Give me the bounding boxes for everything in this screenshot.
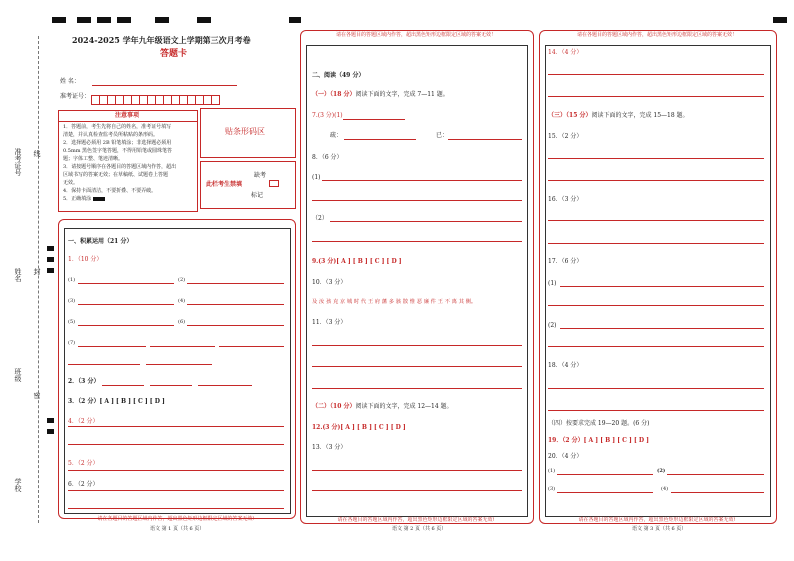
- page3-boundary-note-bottom: 请在各题目的答题区域内作答，超出黑色矩形边框限定区域的答案无效!: [578, 517, 736, 523]
- sidebar-seal-char: 封: [33, 268, 41, 275]
- q6-label: 6．（2 分）: [68, 481, 99, 488]
- q8-label: 8．（6 分）: [312, 154, 343, 161]
- side-mark: [47, 246, 54, 251]
- q8-1-line[interactable]: [322, 180, 522, 181]
- q17-2-line[interactable]: [560, 328, 764, 329]
- q15-label: 15．（2 分）: [548, 133, 583, 140]
- page1-boundary-note: 请在各题目的答题区域内作答，超出黑色矩形边框限定区域的答案无效!: [97, 516, 255, 522]
- registration-mark: [77, 17, 91, 23]
- q14-line-1[interactable]: [548, 74, 764, 75]
- barcode-label: 贴条形码区: [225, 127, 265, 136]
- q1-7e-line[interactable]: [146, 364, 212, 365]
- q4-line-2[interactable]: [68, 444, 284, 445]
- q8-sub-2: （2）: [312, 215, 328, 222]
- q17-label: 17．（6 分）: [548, 258, 583, 265]
- q1-sub-6: (6): [178, 319, 186, 325]
- q1-label: 1．（10 分）: [68, 256, 103, 263]
- q1-4-line[interactable]: [187, 304, 284, 305]
- q7-b-line[interactable]: [448, 139, 522, 140]
- q12-choices[interactable]: 12.(3 分)[ A ] [ B ] [ C ] [ D ]: [312, 424, 406, 431]
- page2-boundary-note-top: 请在各题目的答题区域内作答，超出黑色矩形边框限定区域的答案无效！: [335, 32, 496, 38]
- q1-7b-line[interactable]: [150, 346, 215, 347]
- absent-mark-label2: 标记: [251, 192, 264, 199]
- q20-3-line[interactable]: [557, 492, 653, 493]
- page3-panel: [539, 30, 777, 524]
- q18-line-1[interactable]: [548, 388, 764, 389]
- q1-1-line[interactable]: [78, 283, 174, 284]
- q16-label: 16．（3 分）: [548, 196, 583, 203]
- q15-line-2[interactable]: [548, 180, 764, 181]
- note-line: 4．保持卡面清洁，不要折叠、不要弄破。: [63, 188, 157, 194]
- sidebar-school-label: 学校: [14, 478, 22, 492]
- barcode-box: [200, 108, 296, 158]
- q9-choices[interactable]: 9.(3 分)[ A ] [ B ] [ C ] [ D ]: [312, 258, 402, 265]
- q2-label: 2．（3 分）: [68, 378, 100, 385]
- page2-boundary-note-bottom: 请在各题目的答题区域内作答，超出黑色矩形边框限定区域的答案无效!: [337, 517, 495, 523]
- name-field[interactable]: [92, 85, 237, 86]
- q20-sub-1: (1): [548, 468, 556, 474]
- q8-sub-1: (1): [312, 174, 321, 181]
- registration-mark: [773, 17, 787, 23]
- q20-label: 20．（4 分）: [548, 453, 583, 460]
- part3-score: （15 分）: [566, 112, 592, 119]
- q5-line-1[interactable]: [68, 470, 284, 471]
- part2-score: （10 分）: [330, 403, 356, 410]
- note-line: 0.5mm 黑色签字笔答题，不得用铅笔或圆珠笔答: [63, 148, 173, 154]
- q2-line-3[interactable]: [198, 385, 252, 386]
- q11-line-1[interactable]: [312, 345, 522, 346]
- q11-line-2[interactable]: [312, 366, 522, 367]
- q8-2-line[interactable]: [330, 221, 522, 222]
- part2-desc: 阅读下面的文字，完成 12—14 题。: [355, 403, 453, 410]
- q17-sub-2: (2): [548, 322, 557, 329]
- name-label: 姓 名：: [60, 78, 80, 85]
- q1-sub-5: (5): [68, 319, 76, 325]
- q4-line-1[interactable]: [68, 426, 284, 427]
- q7-a-label: 疏：: [330, 132, 343, 139]
- part4-heading: （四）按要求完成 19—20 题。(6 分): [548, 420, 650, 427]
- binding-line: [38, 36, 39, 523]
- sidebar-class-label: 班级: [14, 368, 22, 382]
- q6-line-2[interactable]: [68, 508, 284, 509]
- sidebar-secret-char: 密: [33, 392, 41, 399]
- q1-sub-3: (3): [68, 298, 76, 304]
- q7-b-label: 已：: [436, 132, 449, 139]
- part3-desc: 阅读下面的文字，完成 15—18 题。: [591, 112, 689, 119]
- part1-desc: 阅读下面的文字，完成 7—11 题。: [355, 91, 449, 98]
- q3-choices[interactable]: 3．（2 分）[ A ] [ B ] [ C ] [ D ]: [68, 398, 165, 405]
- q1-sub-1: (1): [68, 277, 76, 283]
- registration-mark: [52, 17, 66, 23]
- q2-line-1[interactable]: [102, 385, 144, 386]
- side-mark: [47, 257, 54, 262]
- q14-line-2[interactable]: [548, 96, 764, 97]
- q13-line-2[interactable]: [312, 490, 522, 491]
- sidebar-id-label: 准考证号: [14, 148, 22, 176]
- note-line: 5．正确填涂: [63, 196, 92, 202]
- q14-label: 14．（4 分）: [548, 49, 583, 56]
- registration-mark: [97, 17, 111, 23]
- part3-num: （三）: [548, 112, 567, 119]
- part1-score: （18 分）: [330, 91, 356, 98]
- q20-sub-4: (4): [661, 486, 669, 492]
- registration-mark: [117, 17, 131, 23]
- q7-label: 7.(3 分)(1): [312, 112, 343, 119]
- note-line: 1．答题前，考生先将自己的姓名，准考证号填写: [63, 124, 172, 130]
- q1-6-line[interactable]: [187, 325, 284, 326]
- page2-section-title: 二、阅读（49 分）: [312, 72, 365, 79]
- q20-sub-2: (2): [657, 468, 666, 474]
- q11-label: 11．（3 分）: [312, 319, 347, 326]
- q17-sub-1: (1): [548, 280, 557, 287]
- q20-4-line[interactable]: [671, 492, 764, 493]
- q1-sub-4: (4): [178, 298, 186, 304]
- absent-checkbox[interactable]: [269, 180, 279, 187]
- q7-a-line[interactable]: [344, 139, 416, 140]
- q18-label: 18．（4 分）: [548, 362, 583, 369]
- q17-1-line[interactable]: [560, 286, 764, 287]
- registration-mark: [155, 17, 169, 23]
- id-label: 准考证号：: [60, 93, 91, 100]
- q1-3-line[interactable]: [78, 304, 174, 305]
- q1-sub-7: (7): [68, 340, 76, 346]
- q10-text: 及 汝 孩 克 京 城 时 代 王 府 藩 多 骇 散 惟 恶 廉 件 王 不 离 其 侧。: [312, 299, 477, 305]
- sidebar-name-label: 姓名: [14, 268, 22, 282]
- q13-line-1[interactable]: [312, 470, 522, 471]
- part3-heading: [548, 112, 689, 120]
- q13-label: 13．（3 分）: [312, 444, 347, 451]
- q5-label: 5．（2 分）: [68, 460, 99, 467]
- q20-sub-3: (3): [548, 486, 556, 492]
- note-line: 2．选择题必须用 2B 铅笔填涂；非选择题必须用: [63, 140, 172, 146]
- page2-footer: 语文 第 2 页（共 6 页）: [392, 526, 447, 532]
- page1-section-title: 一、积累运用（21 分）: [68, 238, 133, 245]
- page1-footer: 语文 第 1 页（共 6 页）: [150, 526, 205, 532]
- q4-label: 4．（2 分）: [68, 418, 99, 425]
- note-line: 清楚，并认真检查监考员所粘贴的条形码。: [63, 132, 159, 138]
- q8-2-line-2[interactable]: [312, 241, 522, 242]
- exam-title: 2024-2025 学年九年级语文上学期第三次月考卷: [72, 35, 251, 45]
- note-line: 题；字体工整、笔迹清晰。: [63, 156, 124, 162]
- q18-line-2[interactable]: [548, 410, 764, 411]
- q16-line-1[interactable]: [548, 220, 764, 221]
- q20-1-line[interactable]: [557, 474, 653, 475]
- q1-sub-2: (2): [178, 277, 186, 283]
- part1-heading: [312, 91, 449, 99]
- part2-heading: [312, 403, 453, 411]
- note-line: 3．请按题号顺序在各题目的答题区域内作答，超出: [63, 164, 177, 170]
- sidebar-line-char: 线: [33, 150, 41, 157]
- q10-label: 10．（3 分）: [312, 279, 347, 286]
- q19-choices[interactable]: 19．（2 分）[ A ] [ B ] [ C ] [ D ]: [548, 437, 650, 444]
- q1-7a-line[interactable]: [78, 346, 146, 347]
- part1-num: （一）: [312, 91, 331, 98]
- registration-mark: [289, 17, 301, 23]
- q1-7c-line[interactable]: [219, 346, 284, 347]
- q1-7d-line[interactable]: [68, 364, 140, 365]
- q8-1-line-2[interactable]: [312, 200, 522, 201]
- page3-boundary-note-top: 请在各题目的答题区域内作答，超出黑色矩形边框限定区域的答案无效！: [576, 32, 737, 38]
- q15-line-1[interactable]: [548, 158, 764, 159]
- q20-2-line[interactable]: [667, 474, 764, 475]
- note-line: 区域书写的答案无效；在草稿纸、试题卷上答题: [63, 172, 169, 178]
- notes-list: [63, 123, 176, 203]
- q17-2-line-2[interactable]: [548, 346, 764, 347]
- q1-5-line[interactable]: [78, 325, 174, 326]
- side-mark: [47, 418, 54, 423]
- page1-panel: [58, 219, 296, 519]
- absent-mark-label: 缺考: [254, 172, 267, 179]
- absent-box: [200, 161, 296, 209]
- q2-line-2[interactable]: [150, 385, 192, 386]
- q17-1-line-2[interactable]: [548, 305, 764, 306]
- q7-1-line[interactable]: [343, 119, 405, 120]
- id-grid[interactable]: [91, 90, 219, 109]
- answer-sheet-title: 答题卡: [160, 49, 188, 59]
- absent-label: 此栏考生禁填: [206, 181, 243, 188]
- q6-line-1[interactable]: [68, 490, 284, 491]
- side-mark: [47, 268, 54, 273]
- q16-line-2[interactable]: [548, 243, 764, 244]
- filled-bubble-sample: [93, 197, 105, 201]
- q1-2-line[interactable]: [187, 283, 284, 284]
- notes-title: 注意事项: [115, 112, 140, 119]
- part2-num: （二）: [312, 403, 331, 410]
- notes-box: [58, 110, 198, 212]
- note-line: 无效。: [63, 180, 79, 186]
- page3-footer: 语文 第 3 页（共 6 页）: [632, 526, 687, 532]
- registration-mark: [197, 17, 211, 23]
- side-mark: [47, 429, 54, 434]
- q11-line-3[interactable]: [312, 388, 522, 389]
